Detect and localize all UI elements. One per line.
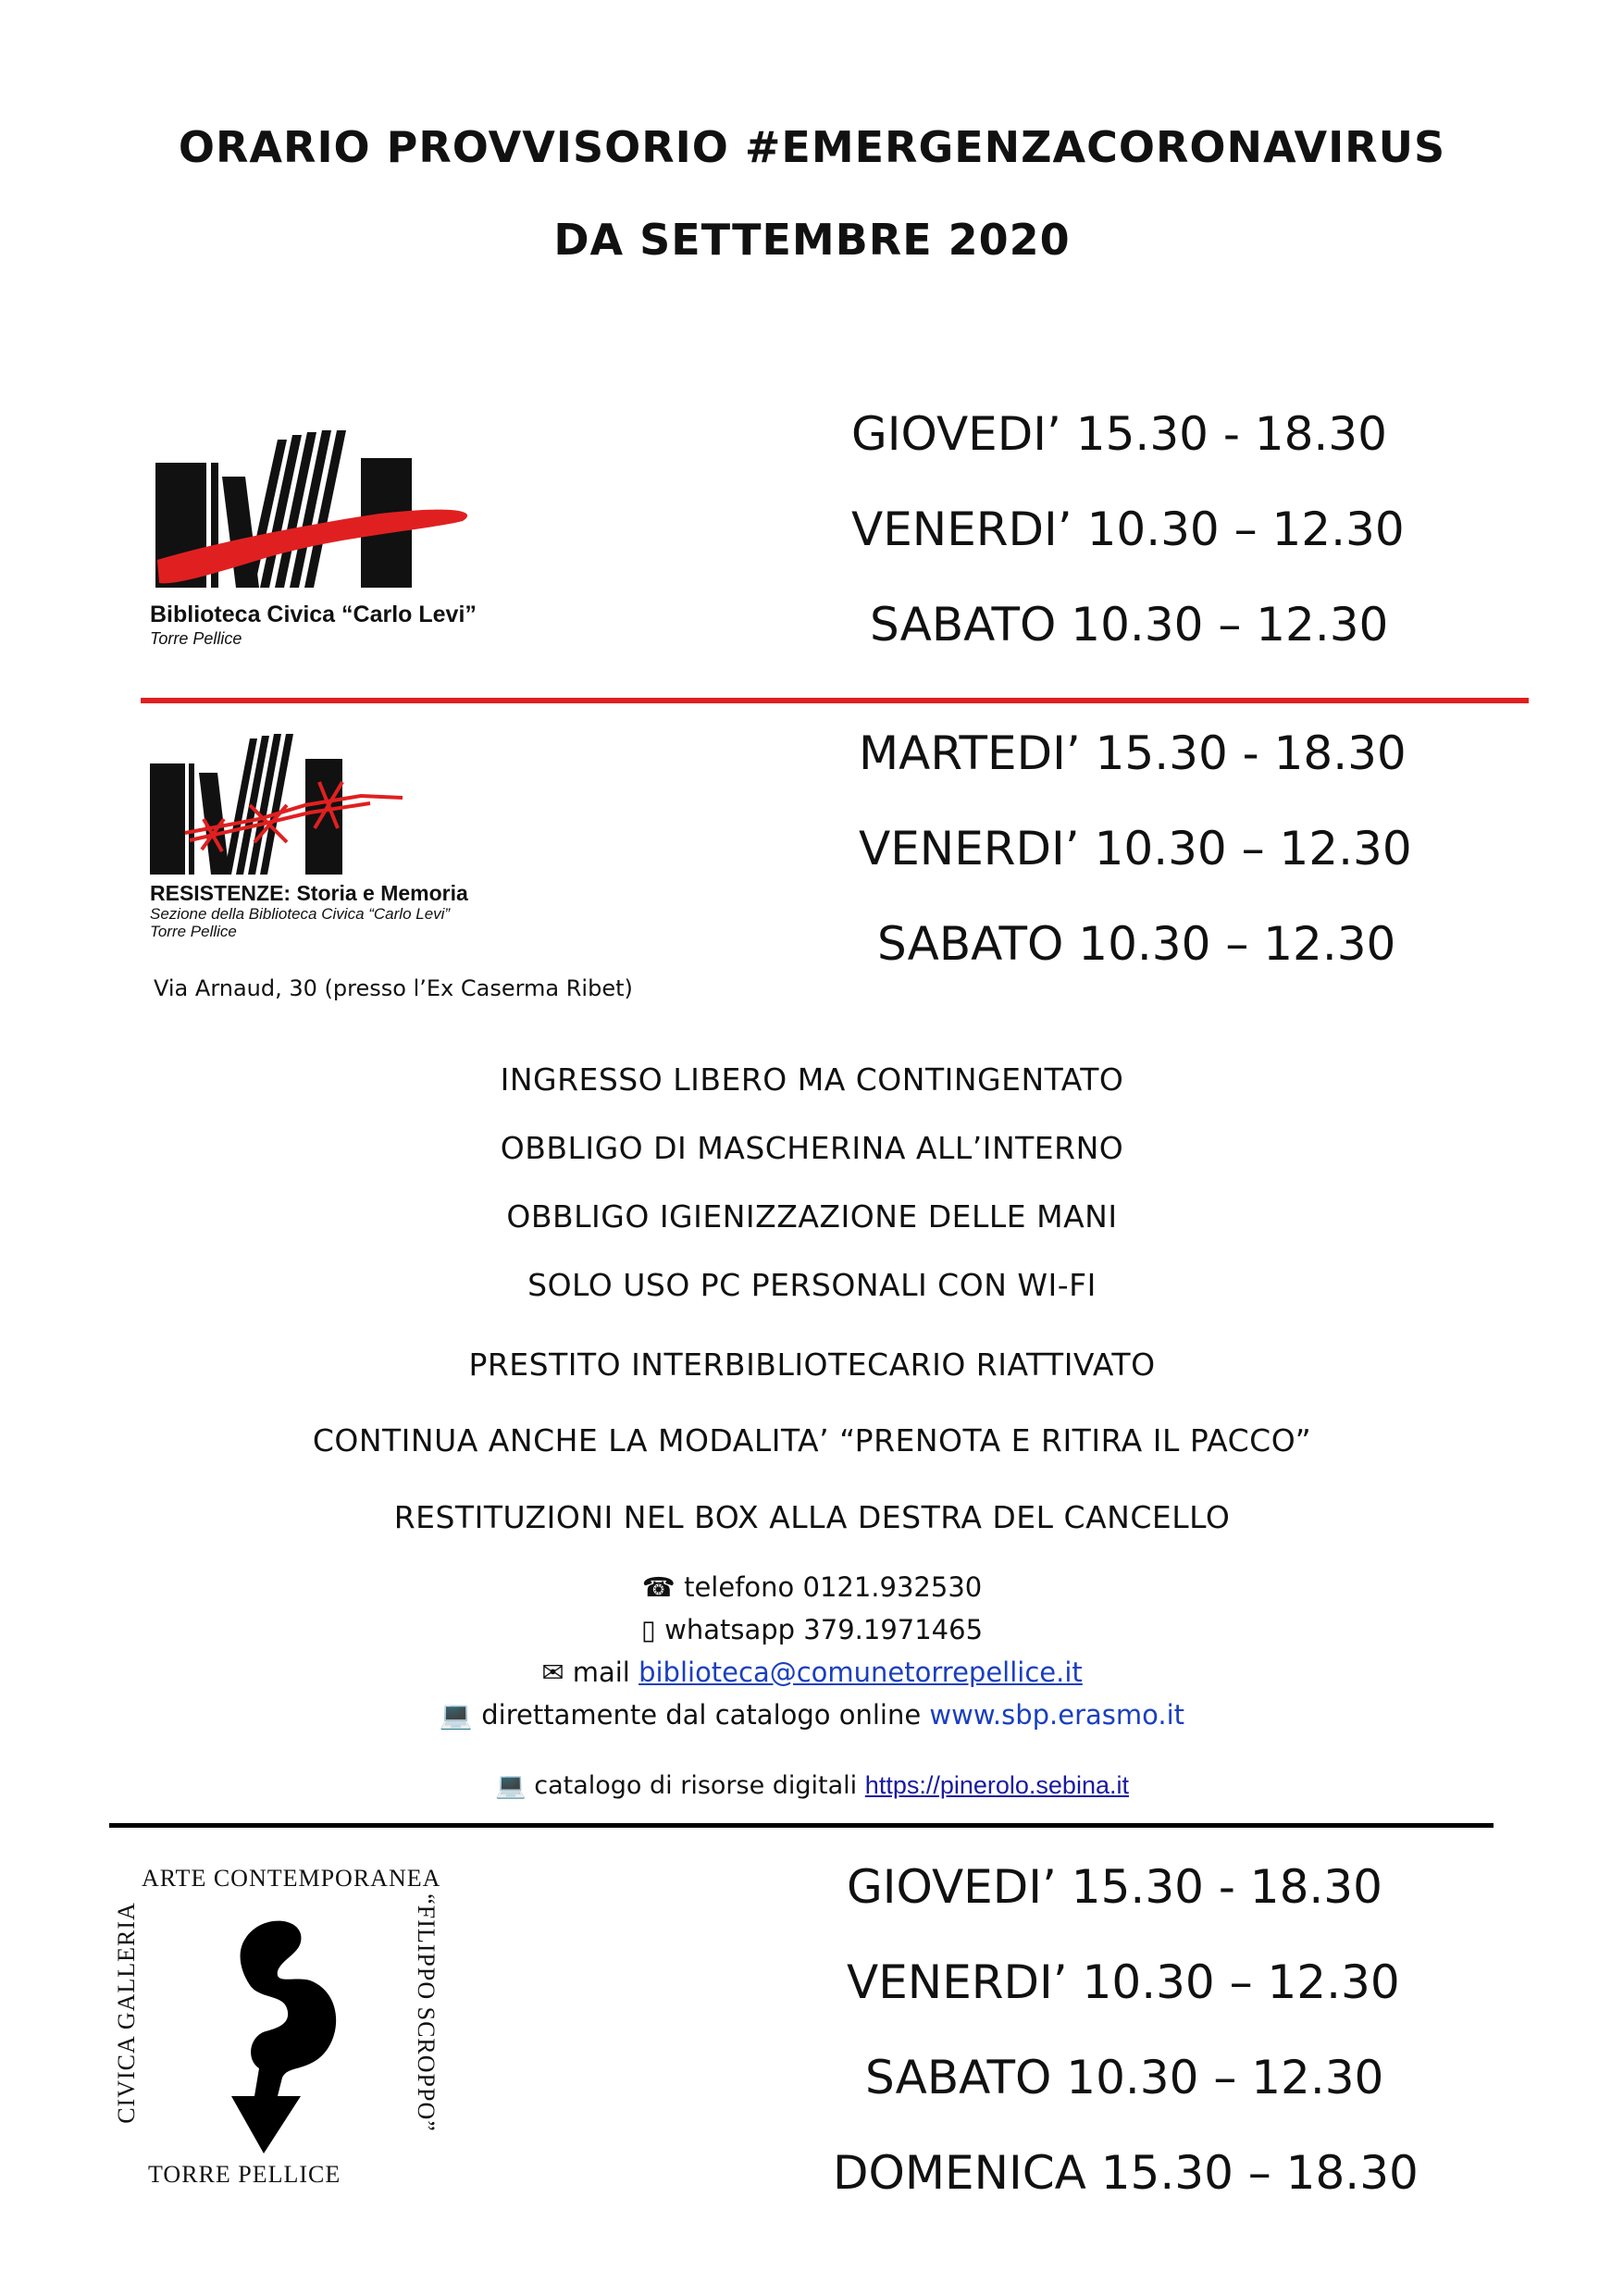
rule-6: CONTINUA ANCHE LA MODALITA’ “PRENOTA E RITIRA IL PACCO”: [312, 1422, 1312, 1458]
mail-icon: ✉: [541, 1657, 564, 1688]
galleria-hours-3: SABATO 10.30 – 12.30: [865, 2051, 1384, 2104]
biblioteca-hours-2: VENERDI’ 10.30 – 12.30: [851, 503, 1405, 556]
resistenze-hours-3: SABATO 10.30 – 12.30: [877, 917, 1396, 971]
section-divider-black: [109, 1823, 1494, 1828]
phone-icon: ☎: [641, 1571, 676, 1603]
contact-phone: [0, 1571, 1624, 1603]
mail-link[interactable]: biblioteca@comunetorrepellice.it: [638, 1657, 1083, 1688]
galleria-logo-right: “FILIPPO SCROPPO”: [413, 1893, 440, 2132]
galleria-hours-1: GIOVEDI’ 15.30 - 18.30: [847, 1860, 1382, 1914]
biblioteca-hours-3: SABATO 10.30 – 12.30: [870, 598, 1389, 652]
page-subtitle: DA SETTEMBRE 2020: [553, 215, 1071, 265]
biblioteca-logo-mark: [148, 421, 537, 606]
laptop-icon: 💻: [495, 1771, 527, 1800]
biblioteca-logo-place: Torre Pellice: [150, 629, 242, 648]
resistenze-logo-mark: [148, 731, 426, 879]
rule-5: PRESTITO INTERBIBLIOTECARIO RIATTIVATO: [468, 1347, 1156, 1383]
contact-catalog: [0, 1699, 1624, 1731]
galleria-hours-2: VENERDI’ 10.30 – 12.30: [847, 1955, 1400, 2009]
rule-3: OBBLIGO IGIENIZZAZIONE DELLE MANI: [506, 1198, 1118, 1235]
contact-whatsapp: [0, 1614, 1624, 1645]
biblioteca-hours-1: GIOVEDI’ 15.30 - 18.30: [851, 407, 1387, 461]
resistenze-hours-1: MARTEDI’ 15.30 - 18.30: [859, 726, 1407, 780]
digital-catalog-link[interactable]: https://pinerolo.sebina.it: [864, 1771, 1129, 1799]
contact-mail-label: mail: [572, 1657, 630, 1688]
resistenze-logo: [148, 731, 537, 944]
contact-mail: [0, 1657, 1624, 1688]
resistenze-logo-sub: Sezione della Biblioteca Civica “Carlo Levi”: [150, 905, 451, 923]
galleria-logo-figure: [208, 1911, 366, 2161]
contact-whatsapp-label: whatsapp 379.1971465: [664, 1614, 984, 1645]
laptop-icon: 💻: [439, 1699, 474, 1731]
biblioteca-logo-name: Biblioteca Civica “Carlo Levi”: [150, 602, 477, 627]
biblioteca-logo: [148, 421, 537, 662]
rule-4: SOLO USO PC PERSONALI CON WI-FI: [527, 1267, 1097, 1303]
rule-2: OBBLIGO DI MASCHERINA ALL’INTERNO: [500, 1130, 1124, 1166]
contact-phone-label: telefono 0121.932530: [684, 1571, 983, 1603]
page-title: ORARIO PROVVISORIO #EMERGENZACORONAVIRUS: [178, 122, 1446, 172]
resistenze-address: Via Arnaud, 30 (presso l’Ex Caserma Ribet): [154, 975, 633, 1001]
galleria-logo-bottom: TORRE PELLICE: [148, 2161, 341, 2188]
galleria-hours-4: DOMENICA 15.30 – 18.30: [833, 2146, 1419, 2200]
resistenze-logo-place: Torre Pellice: [150, 923, 237, 940]
contact-digital: [0, 1770, 1624, 1800]
galleria-logo-top: ARTE CONTEMPORANEA: [142, 1865, 441, 1892]
rule-7: RESTITUZIONI NEL BOX ALLA DESTRA DEL CANCELLO: [393, 1499, 1231, 1535]
contact-catalog-label: direttamente dal catalogo online: [481, 1699, 922, 1731]
rule-1: INGRESSO LIBERO MA CONTINGENTATO: [500, 1061, 1124, 1098]
contact-digital-label: catalogo di risorse digitali: [534, 1771, 858, 1800]
mobile-icon: ▯: [640, 1614, 656, 1645]
section-divider-red: [141, 698, 1529, 703]
galleria-logo-left: CIVICA GALLERIA: [113, 1902, 140, 2124]
galleria-logo: [106, 1865, 458, 2198]
catalog-link[interactable]: www.sbp.erasmo.it: [929, 1699, 1185, 1731]
resistenze-logo-name: RESISTENZE: Storia e Memoria: [150, 881, 468, 905]
resistenze-hours-2: VENERDI’ 10.30 – 12.30: [859, 822, 1412, 875]
